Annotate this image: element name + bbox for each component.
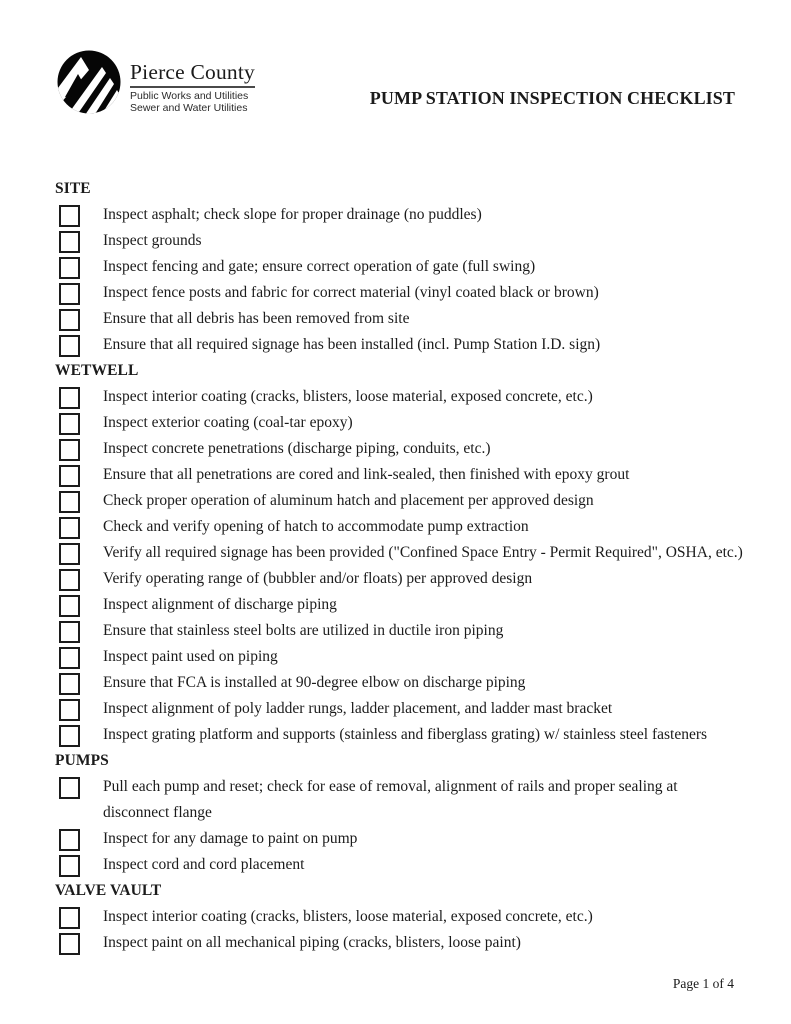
checklist-item-label: Inspect fencing and gate; ensure correct operation of gate (full swing) <box>103 258 536 275</box>
checklist-item <box>55 644 743 670</box>
checklist-item <box>55 852 743 878</box>
checklist-item <box>55 826 743 852</box>
checkbox[interactable] <box>59 855 80 877</box>
checklist-item-label: Inspect alignment of discharge piping <box>103 596 337 613</box>
checklist-section <box>55 878 743 956</box>
checklist-item <box>55 514 743 540</box>
checklist-item <box>55 904 743 930</box>
page-footer <box>673 976 734 992</box>
checklist-item-label: Ensure that stainless steel bolts are utilized in ductile iron piping <box>103 622 504 639</box>
checkbox[interactable] <box>59 439 80 461</box>
checklist-item-label: Ensure that all required signage has been installed (incl. Pump Station I.D. sign) <box>103 336 601 353</box>
checkbox[interactable] <box>59 725 80 747</box>
section-items <box>55 202 743 358</box>
checklist-section <box>55 358 743 748</box>
checkbox[interactable] <box>59 387 80 409</box>
checklist-item-label: Inspect fence posts and fabric for correct material (vinyl coated black or brown) <box>103 284 599 301</box>
checklist-item <box>55 436 743 462</box>
checkbox[interactable] <box>59 777 80 799</box>
checkbox[interactable] <box>59 569 80 591</box>
checklist-item <box>55 566 743 592</box>
section-heading: WETWELL <box>55 362 139 379</box>
checklist-item <box>55 332 743 358</box>
checklist-item-label: Inspect for any damage to paint on pump <box>103 830 358 847</box>
checkbox[interactable] <box>59 543 80 565</box>
checklist-item <box>55 618 743 644</box>
checklist-item-label: Inspect cord and cord placement <box>103 856 305 873</box>
checklist-item-label: Check and verify opening of hatch to accommodate pump extraction <box>103 518 529 535</box>
checklist-item-label: Pull each pump and reset; check for ease of removal, alignment of rails and proper sealing at disconnect flange <box>103 778 678 821</box>
checklist <box>55 176 743 956</box>
section-items <box>55 904 743 956</box>
checklist-item-label: Inspect paint used on piping <box>103 648 278 665</box>
checklist-item-label: Inspect exterior coating (coal-tar epoxy) <box>103 414 353 431</box>
page-title: PUMP STATION INSPECTION CHECKLIST <box>369 88 735 108</box>
checklist-item <box>55 280 743 306</box>
checkbox[interactable] <box>59 647 80 669</box>
logo-divider-line <box>130 86 255 88</box>
logo-text-block <box>130 50 255 114</box>
checklist-item-label: Inspect grating platform and supports (stainless and fiberglass grating) w/ stainless steel fasteners <box>103 726 708 743</box>
checklist-item <box>55 384 743 410</box>
checkbox[interactable] <box>59 465 80 487</box>
checkbox[interactable] <box>59 335 80 357</box>
checklist-item <box>55 540 743 566</box>
checklist-item <box>55 410 743 436</box>
checklist-item <box>55 696 743 722</box>
checkbox[interactable] <box>59 257 80 279</box>
pierce-county-logo <box>57 50 255 114</box>
checklist-item <box>55 774 743 826</box>
checklist-item-label: Ensure that all penetrations are cored and link-sealed, then finished with epoxy grout <box>103 466 630 483</box>
checklist-item <box>55 254 743 280</box>
checklist-item <box>55 462 743 488</box>
logo-dept-line2: Sewer and Water Utilities <box>130 101 248 114</box>
checkbox[interactable] <box>59 699 80 721</box>
document-header <box>57 50 735 114</box>
checklist-item-label: Inspect paint on all mechanical piping (cracks, blisters, loose paint) <box>103 934 521 951</box>
checklist-item-label: Inspect asphalt; check slope for proper drainage (no puddles) <box>103 206 482 223</box>
checkbox[interactable] <box>59 595 80 617</box>
pierce-county-mountain-logo-icon <box>57 50 121 114</box>
section-heading: PUMPS <box>55 752 109 769</box>
checklist-item-label: Verify all required signage has been provided ("Confined Space Entry - Permit Required", OSHA, etc.) <box>103 544 743 561</box>
logo-dept-line1: Public Works and Utilities <box>130 90 249 102</box>
checklist-item-label: Ensure that FCA is installed at 90-degree elbow on discharge piping <box>103 674 526 691</box>
checklist-item <box>55 306 743 332</box>
checkbox[interactable] <box>59 673 80 695</box>
checkbox[interactable] <box>59 309 80 331</box>
checklist-item-label: Inspect interior coating (cracks, blisters, loose material, exposed concrete, etc.) <box>103 908 593 925</box>
checkbox[interactable] <box>59 231 80 253</box>
logo-org-name: Pierce County <box>130 60 256 84</box>
section-items <box>55 774 743 878</box>
checkbox[interactable] <box>59 621 80 643</box>
checkbox[interactable] <box>59 205 80 227</box>
checkbox[interactable] <box>59 413 80 435</box>
checklist-item <box>55 670 743 696</box>
page-number: Page 1 of 4 <box>672 976 734 991</box>
checkbox[interactable] <box>59 517 80 539</box>
checklist-item-label: Inspect concrete penetrations (discharge piping, conduits, etc.) <box>103 440 491 457</box>
checklist-item <box>55 722 743 748</box>
section-heading: SITE <box>55 180 91 197</box>
checklist-item <box>55 592 743 618</box>
checkbox[interactable] <box>59 283 80 305</box>
checkbox[interactable] <box>59 907 80 929</box>
checklist-item <box>55 488 743 514</box>
checklist-section <box>55 176 743 358</box>
checklist-item-label: Inspect alignment of poly ladder rungs, ladder placement, and ladder mast bracket <box>103 700 613 717</box>
checklist-section <box>55 748 743 878</box>
checklist-item-label: Ensure that all debris has been removed from site <box>103 310 410 327</box>
checkbox[interactable] <box>59 933 80 955</box>
checklist-item <box>55 228 743 254</box>
checklist-item-label: Check proper operation of aluminum hatch and placement per approved design <box>103 492 594 509</box>
checklist-item <box>55 202 743 228</box>
checklist-item-label: Inspect grounds <box>103 232 202 249</box>
checklist-item <box>55 930 743 956</box>
checklist-item-label: Inspect interior coating (cracks, blisters, loose material, exposed concrete, etc.) <box>103 388 593 405</box>
section-heading: VALVE VAULT <box>55 882 162 899</box>
section-items <box>55 384 743 748</box>
checkbox[interactable] <box>59 491 80 513</box>
checklist-item-label: Verify operating range of (bubbler and/or floats) per approved design <box>103 570 533 587</box>
checkbox[interactable] <box>59 829 80 851</box>
